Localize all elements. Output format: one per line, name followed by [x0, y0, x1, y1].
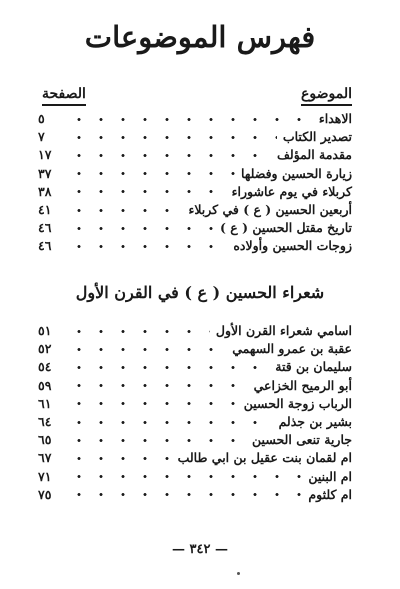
contents-entry — [38, 358, 352, 376]
dot-leader — [68, 384, 248, 387]
dot-leader — [68, 457, 172, 460]
entry-title: بشير بن جذلم — [278, 413, 352, 429]
contents-list-section-1 — [38, 110, 352, 256]
entry-page-number: ٥٢ — [38, 341, 52, 357]
dot-leader — [68, 366, 269, 369]
entry-page-number: ٥٩ — [38, 377, 52, 393]
contents-entry — [38, 340, 352, 358]
contents-entry — [38, 110, 352, 128]
contents-entry — [38, 431, 352, 449]
entry-page-number: ٤٦ — [38, 220, 52, 236]
section-heading: شعراء الحسين ( ع ) في القرن الأول — [75, 283, 325, 302]
page-column-header — [42, 86, 86, 106]
contents-entry — [38, 237, 352, 255]
topic-column-header — [301, 86, 352, 106]
entry-title: أربعين الحسين ( ع ) في كربلاء — [188, 201, 352, 217]
contents-entry — [38, 377, 352, 395]
page-number-footer: — ٣٤٢ — — [171, 542, 228, 557]
entry-page-number: ٦٥ — [38, 432, 52, 448]
entry-title: الرباب زوجة الحسين — [243, 395, 352, 411]
dot-leader — [68, 118, 313, 121]
entry-title: تصدير الكتاب — [282, 129, 352, 145]
dot-leader — [68, 330, 210, 333]
page-title: فهرس الموضوعات — [84, 20, 316, 54]
entry-page-number: ٥ — [38, 111, 45, 126]
contents-entry — [38, 201, 352, 219]
entry-title: زوجات الحسين وأولاده — [233, 238, 352, 254]
dot-leader — [68, 190, 226, 193]
entry-page-number: ٦١ — [38, 395, 52, 411]
contents-entry — [38, 413, 352, 431]
entry-title: ام كلثوم — [308, 486, 352, 502]
dot-leader — [68, 172, 235, 175]
dot-leader — [68, 209, 182, 212]
page-column-header-label: الصفحة — [42, 86, 86, 106]
dot-leader — [68, 136, 277, 139]
entry-title: اسامي شعراء القرن الأول — [215, 323, 352, 338]
contents-entry — [38, 486, 352, 504]
dot-leader — [68, 154, 271, 157]
entry-title: سليمان بن قتة — [275, 359, 352, 375]
contents-entry — [38, 395, 352, 413]
entry-title: أبو الرميح الخزاعي — [253, 377, 352, 393]
ink-speck — [237, 572, 240, 575]
entry-title: ام البنين — [308, 468, 352, 484]
dot-leader — [68, 245, 227, 248]
entry-page-number: ٣٧ — [38, 165, 52, 181]
entry-page-number: ٥١ — [38, 323, 52, 338]
contents-entry — [38, 165, 352, 183]
entry-title: ام لقمان بنت عقيل بن ابي طالب — [177, 450, 352, 466]
topic-column-header-label: الموضوع — [301, 86, 352, 106]
entry-page-number: ٧١ — [38, 468, 52, 484]
entry-page-number: ٧ — [38, 129, 45, 145]
contents-entry — [38, 183, 352, 201]
entry-title: تاريخ مقتل الحسين ( ع ) — [220, 220, 352, 236]
dot-leader — [68, 493, 302, 496]
entry-page-number: ٥٤ — [38, 359, 52, 375]
contents-entry — [38, 146, 352, 164]
entry-title: كربلاء في يوم عاشوراء — [231, 183, 352, 199]
entry-page-number: ٦٤ — [38, 413, 52, 429]
dot-leader — [68, 227, 214, 230]
dot-leader — [68, 348, 226, 351]
contents-entry — [38, 219, 352, 237]
entry-title: الاهداء — [318, 111, 352, 126]
contents-entry — [38, 449, 352, 467]
entry-page-number: ١٧ — [38, 147, 52, 163]
entry-title: عقبة بن عمرو السهمي — [232, 341, 352, 357]
dot-leader — [68, 402, 238, 405]
entry-page-number: ٤٦ — [38, 238, 52, 254]
entry-page-number: ٧٥ — [38, 486, 52, 502]
entry-page-number: ٣٨ — [38, 183, 52, 199]
entry-title: مقدمة المؤلف — [276, 147, 352, 163]
contents-entry — [38, 468, 352, 486]
entry-page-number: ٤١ — [38, 201, 52, 217]
contents-entry — [38, 322, 352, 340]
contents-list-section-2 — [38, 322, 352, 504]
entry-page-number: ٦٧ — [38, 450, 52, 466]
contents-entry — [38, 128, 352, 146]
dot-leader — [68, 421, 273, 424]
dot-leader — [68, 439, 246, 442]
dot-leader — [68, 475, 302, 478]
entry-title: زيارة الحسين وفضلها — [241, 165, 352, 181]
entry-title: جارية تنعى الحسين — [252, 432, 352, 448]
